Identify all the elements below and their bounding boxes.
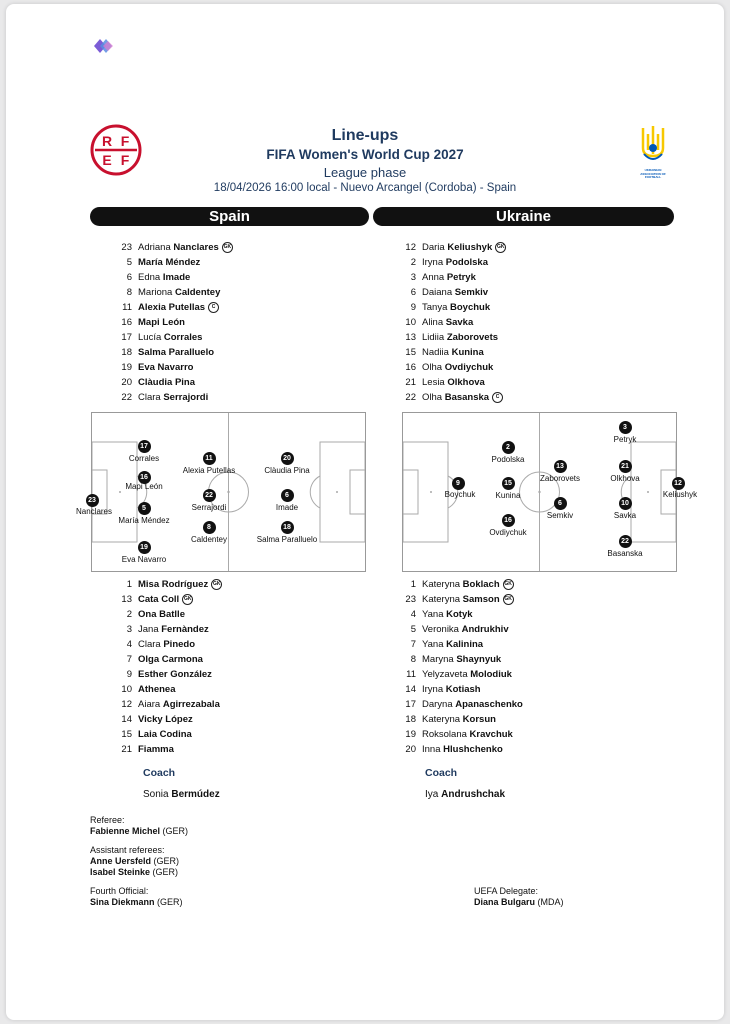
player-first-name: Iryna bbox=[422, 257, 444, 268]
captain-badge-icon: C bbox=[208, 302, 219, 313]
player-last-name: Andrukhiv bbox=[461, 624, 509, 635]
away-coach-label: Coach bbox=[425, 767, 458, 779]
assistant-referee-name: Isabel Steinke bbox=[90, 867, 151, 877]
player-last-name: Kotiash bbox=[445, 684, 481, 695]
player-number: 13 bbox=[405, 332, 416, 343]
captain-badge-icon: C bbox=[492, 392, 503, 403]
player-last-name: Samson bbox=[462, 594, 500, 605]
player-first-name: Nadiia bbox=[422, 347, 449, 358]
player-last-name: Kotyk bbox=[446, 609, 473, 620]
player-row bbox=[394, 240, 644, 255]
player-row bbox=[110, 592, 360, 607]
player-first-name: Maryna bbox=[422, 654, 454, 665]
player-first-name: Roksolana bbox=[422, 729, 467, 740]
player-marker: 10 bbox=[619, 497, 632, 510]
fourth-official-block bbox=[90, 886, 183, 908]
player-first-name: Anna bbox=[422, 272, 445, 283]
player-marker-label: Eva Navarro bbox=[121, 555, 167, 564]
player-last-name: Esther González bbox=[138, 669, 212, 680]
player-number: 19 bbox=[405, 729, 416, 740]
player-number: 8 bbox=[410, 654, 416, 665]
player-last-name: Nanclares bbox=[173, 242, 219, 253]
away-coach-last: Andrushchak bbox=[441, 789, 506, 800]
player-number: 10 bbox=[405, 317, 416, 328]
goalkeeper-badge-icon: GK bbox=[211, 579, 222, 590]
player-row bbox=[394, 727, 644, 742]
player-marker-label: Savka bbox=[613, 511, 637, 520]
player-row bbox=[110, 255, 360, 270]
player-row bbox=[394, 667, 644, 682]
player-first-name: Veronika bbox=[422, 624, 459, 635]
player-first-name: Lidiia bbox=[422, 332, 445, 343]
player-number: 8 bbox=[126, 287, 132, 298]
home-coach-label: Coach bbox=[143, 767, 176, 779]
player-marker: 12 bbox=[672, 477, 685, 490]
player-row bbox=[394, 270, 644, 285]
player-number: 9 bbox=[126, 669, 132, 680]
assistant-referee-country: (GER) bbox=[152, 867, 179, 877]
player-last-name: Fernàndez bbox=[161, 624, 209, 635]
player-row bbox=[394, 390, 644, 405]
player-first-name: Clara bbox=[138, 392, 161, 403]
player-row bbox=[394, 592, 644, 607]
player-first-name: Lesia bbox=[422, 377, 445, 388]
player-row bbox=[110, 712, 360, 727]
player-last-name: Keliushyk bbox=[447, 242, 493, 253]
player-marker: 11 bbox=[203, 452, 216, 465]
player-marker: 22 bbox=[203, 489, 216, 502]
assistant-referee-2 bbox=[90, 867, 179, 878]
player-number: 21 bbox=[405, 377, 416, 388]
player-first-name: Yelyzaveta bbox=[422, 669, 468, 680]
fourth-official-name: Sina Diekmann bbox=[90, 897, 155, 907]
assistant-referees-label: Assistant referees: bbox=[90, 845, 165, 855]
away-starters-list bbox=[394, 240, 644, 405]
player-row bbox=[394, 637, 644, 652]
player-row bbox=[394, 300, 644, 315]
player-row bbox=[110, 360, 360, 375]
player-marker-label: Olkhova bbox=[610, 474, 640, 483]
player-marker-label: Ovdiychuk bbox=[489, 528, 527, 537]
player-number: 17 bbox=[405, 699, 416, 710]
player-last-name: Athenea bbox=[138, 684, 176, 695]
player-last-name: Cata Coll bbox=[138, 594, 180, 605]
player-row bbox=[110, 577, 360, 592]
home-coach-last: Bermúdez bbox=[171, 789, 220, 800]
player-row bbox=[394, 360, 644, 375]
player-row bbox=[394, 330, 644, 345]
player-marker: 18 bbox=[281, 521, 294, 534]
player-first-name: Edna bbox=[138, 272, 161, 283]
player-marker: 19 bbox=[138, 541, 151, 554]
player-number: 6 bbox=[410, 287, 416, 298]
player-number: 23 bbox=[121, 242, 132, 253]
player-last-name: María Méndez bbox=[138, 257, 201, 268]
player-number: 22 bbox=[121, 392, 132, 403]
match-info: 18/04/2026 16:00 local - Nuevo Arcangel (Cordoba) - Spain bbox=[213, 182, 517, 194]
player-last-name: Olga Carmona bbox=[138, 654, 203, 665]
player-last-name: Ovdiychuk bbox=[444, 362, 494, 373]
uefa-delegate-block bbox=[474, 886, 564, 908]
goalkeeper-badge-icon: GK bbox=[495, 242, 506, 253]
player-marker: 13 bbox=[554, 460, 567, 473]
player-row bbox=[394, 652, 644, 667]
player-row bbox=[110, 240, 360, 255]
player-marker-label: Semkiv bbox=[546, 511, 574, 520]
player-last-name: Kalinina bbox=[446, 639, 484, 650]
player-last-name: Ona Batlle bbox=[138, 609, 185, 620]
player-first-name: Mariona bbox=[138, 287, 173, 298]
player-number: 18 bbox=[121, 347, 132, 358]
player-last-name: Kravchuk bbox=[469, 729, 513, 740]
player-marker-label: Serrajordi bbox=[191, 503, 227, 512]
player-first-name: Inna bbox=[422, 744, 441, 755]
player-row bbox=[394, 622, 644, 637]
away-coach-first: Iya bbox=[425, 789, 439, 800]
rfef-letter: E bbox=[102, 152, 112, 168]
player-number: 17 bbox=[121, 332, 132, 343]
player-row bbox=[394, 742, 644, 757]
player-last-name: Korsun bbox=[462, 714, 496, 725]
assistant-referee-country: (GER) bbox=[153, 856, 180, 866]
player-row bbox=[110, 375, 360, 390]
player-number: 9 bbox=[410, 302, 416, 313]
assistant-referee-1 bbox=[90, 856, 179, 867]
player-row bbox=[394, 712, 644, 727]
player-marker-label: Zaborovets bbox=[539, 474, 581, 483]
player-marker-label: Mapi León bbox=[125, 482, 163, 491]
referee-country: (GER) bbox=[162, 826, 189, 836]
rfef-letter: R bbox=[101, 133, 113, 149]
player-marker-label: Imade bbox=[275, 503, 299, 512]
player-marker-label: Salma Paralluelo bbox=[256, 535, 318, 544]
assistant-referees-block bbox=[90, 845, 179, 878]
player-first-name: Adriana bbox=[138, 242, 171, 253]
player-row bbox=[110, 652, 360, 667]
uefa-delegate-label: UEFA Delegate: bbox=[474, 886, 539, 896]
player-first-name: Tanya bbox=[422, 302, 448, 313]
player-last-name: Corrales bbox=[163, 332, 203, 343]
player-last-name: Mapi León bbox=[138, 317, 185, 328]
away-pitch bbox=[402, 412, 698, 572]
player-row bbox=[394, 697, 644, 712]
rfef-letter: F bbox=[120, 152, 130, 168]
player-last-name: Savka bbox=[445, 317, 474, 328]
player-number: 20 bbox=[121, 377, 132, 388]
goalkeeper-badge-icon: GK bbox=[503, 579, 514, 590]
player-row bbox=[394, 682, 644, 697]
player-number: 1 bbox=[126, 579, 132, 590]
player-row bbox=[110, 390, 360, 405]
player-marker: 23 bbox=[86, 494, 99, 507]
player-first-name: Aiara bbox=[138, 699, 161, 710]
player-first-name: Iryna bbox=[422, 684, 444, 695]
page-title: Line-ups bbox=[331, 127, 399, 144]
player-number: 15 bbox=[121, 729, 132, 740]
player-number: 4 bbox=[126, 639, 132, 650]
home-coach bbox=[143, 789, 220, 800]
away-coach bbox=[425, 789, 505, 800]
player-row bbox=[394, 285, 644, 300]
player-number: 11 bbox=[406, 669, 416, 680]
player-number: 23 bbox=[405, 594, 416, 605]
player-number: 3 bbox=[410, 272, 416, 283]
player-number: 3 bbox=[126, 624, 132, 635]
player-marker: 21 bbox=[619, 460, 632, 473]
app-logo-icon bbox=[92, 37, 116, 55]
away-subs-list bbox=[394, 577, 644, 757]
player-row bbox=[110, 697, 360, 712]
player-marker-label: Caldentey bbox=[190, 535, 228, 544]
player-number: 6 bbox=[126, 272, 132, 283]
player-first-name: Daryna bbox=[422, 699, 453, 710]
referee-block bbox=[90, 815, 188, 837]
player-first-name: Kateryna bbox=[422, 594, 461, 605]
player-last-name: Laia Codina bbox=[138, 729, 192, 740]
player-number: 4 bbox=[410, 609, 416, 620]
player-last-name: Molodiuk bbox=[470, 669, 512, 680]
assistant-referee-name: Anne Uersfeld bbox=[90, 856, 152, 866]
referee-label: Referee: bbox=[90, 815, 125, 825]
player-row bbox=[110, 667, 360, 682]
player-row bbox=[110, 682, 360, 697]
player-marker: 2 bbox=[502, 441, 515, 454]
player-last-name: Basanska bbox=[444, 392, 490, 403]
player-marker: 5 bbox=[138, 502, 151, 515]
player-marker: 6 bbox=[554, 497, 567, 510]
player-marker-label: Basanska bbox=[607, 549, 643, 558]
player-last-name: Kunina bbox=[451, 347, 484, 358]
player-first-name: Kateryna bbox=[422, 579, 461, 590]
player-marker: 16 bbox=[502, 514, 515, 527]
player-row bbox=[110, 315, 360, 330]
player-marker: 16 bbox=[138, 471, 151, 484]
player-row bbox=[394, 607, 644, 622]
player-number: 5 bbox=[126, 257, 132, 268]
player-last-name: Alexia Putellas bbox=[138, 302, 206, 313]
player-last-name: Misa Rodríguez bbox=[138, 579, 209, 590]
player-row bbox=[394, 345, 644, 360]
player-last-name: Podolska bbox=[445, 257, 489, 268]
player-marker: 22 bbox=[619, 535, 632, 548]
player-first-name: Kateryna bbox=[422, 714, 461, 725]
player-first-name: Jana bbox=[138, 624, 159, 635]
player-row bbox=[110, 607, 360, 622]
player-number: 11 bbox=[122, 302, 132, 313]
goalkeeper-badge-icon: GK bbox=[182, 594, 193, 605]
player-number: 16 bbox=[405, 362, 416, 373]
player-number: 2 bbox=[126, 609, 132, 620]
player-first-name: Yana bbox=[422, 639, 444, 650]
player-number: 5 bbox=[410, 624, 416, 635]
player-number: 18 bbox=[405, 714, 416, 725]
fourth-official bbox=[90, 897, 183, 908]
rfef-letter: F bbox=[120, 133, 130, 149]
player-marker-label: María Méndez bbox=[118, 516, 170, 525]
player-number: 7 bbox=[126, 654, 132, 665]
player-marker: 8 bbox=[203, 521, 216, 534]
player-row bbox=[394, 315, 644, 330]
player-row bbox=[110, 330, 360, 345]
player-number: 14 bbox=[405, 684, 416, 695]
uefa-delegate-country: (MDA) bbox=[537, 897, 564, 907]
player-marker-label: Clàudia Pina bbox=[264, 466, 310, 475]
player-number: 21 bbox=[121, 744, 132, 755]
player-row bbox=[110, 285, 360, 300]
player-last-name: Serrajordi bbox=[163, 392, 209, 403]
competition-name: FIFA Women's World Cup 2027 bbox=[266, 147, 464, 162]
player-last-name: Petryk bbox=[446, 272, 476, 283]
player-first-name: Clara bbox=[138, 639, 161, 650]
fourth-official-country: (GER) bbox=[157, 897, 183, 907]
pitch-markings bbox=[92, 413, 365, 571]
home-subs-list bbox=[110, 577, 360, 757]
player-first-name: Olha bbox=[422, 392, 443, 403]
player-row bbox=[110, 270, 360, 285]
player-first-name: Alina bbox=[422, 317, 444, 328]
player-row bbox=[110, 637, 360, 652]
player-row bbox=[110, 742, 360, 757]
player-marker-label: Nanclares bbox=[75, 507, 113, 516]
player-first-name: Yana bbox=[422, 609, 444, 620]
player-last-name: Semkiv bbox=[454, 287, 489, 298]
goalkeeper-badge-icon: GK bbox=[222, 242, 233, 253]
player-last-name: Olkhova bbox=[447, 377, 485, 388]
player-last-name: Clàudia Pina bbox=[138, 377, 196, 388]
player-marker-label: Keliushyk bbox=[662, 490, 698, 499]
fourth-official-label: Fourth Official: bbox=[90, 886, 149, 896]
player-marker: 6 bbox=[281, 489, 294, 502]
player-last-name: Caldentey bbox=[174, 287, 221, 298]
player-number: 15 bbox=[405, 347, 416, 358]
player-marker: 9 bbox=[452, 477, 465, 490]
player-last-name: Pinedo bbox=[163, 639, 196, 650]
player-marker: 20 bbox=[281, 452, 294, 465]
player-first-name: Lucía bbox=[138, 332, 162, 343]
player-row bbox=[110, 622, 360, 637]
player-marker-label: Corrales bbox=[128, 454, 160, 463]
player-marker-label: Petryk bbox=[613, 435, 637, 444]
player-marker-label: Boychuk bbox=[444, 490, 476, 499]
home-coach-first: Sonia bbox=[143, 789, 169, 800]
player-number: 10 bbox=[121, 684, 132, 695]
player-number: 12 bbox=[121, 699, 132, 710]
player-number: 20 bbox=[405, 744, 416, 755]
player-row bbox=[394, 375, 644, 390]
phase-name: League phase bbox=[323, 165, 407, 180]
player-row bbox=[110, 727, 360, 742]
player-last-name: Boklach bbox=[462, 579, 500, 590]
player-marker: 17 bbox=[138, 440, 151, 453]
uefa-delegate-name: Diana Bulgaru bbox=[474, 897, 536, 907]
player-last-name: Imade bbox=[162, 272, 191, 283]
referee bbox=[90, 826, 188, 837]
player-row bbox=[110, 300, 360, 315]
player-last-name: Agirrezabala bbox=[162, 699, 220, 710]
goalkeeper-badge-icon: GK bbox=[503, 594, 514, 605]
home-pitch bbox=[75, 412, 366, 572]
player-first-name: Daria bbox=[422, 242, 445, 253]
referee-name: Fabienne Michel bbox=[90, 826, 161, 836]
player-number: 12 bbox=[405, 242, 416, 253]
player-row bbox=[394, 255, 644, 270]
player-number: 2 bbox=[410, 257, 416, 268]
player-marker-label: Podolska bbox=[491, 455, 525, 464]
uefa-delegate bbox=[474, 897, 564, 908]
player-last-name: Vicky López bbox=[138, 714, 193, 725]
player-number: 1 bbox=[410, 579, 416, 590]
home-starters-list bbox=[110, 240, 360, 405]
player-last-name: Salma Paralluelo bbox=[138, 347, 215, 358]
player-row bbox=[394, 577, 644, 592]
player-number: 7 bbox=[410, 639, 416, 650]
player-last-name: Apanaschenko bbox=[455, 699, 523, 710]
player-last-name: Hlushchenko bbox=[443, 744, 503, 755]
player-last-name: Eva Navarro bbox=[138, 362, 194, 373]
away-team-bar: Ukraine bbox=[373, 207, 674, 226]
home-team-bar: Spain bbox=[90, 207, 369, 226]
player-marker-label: Alexia Putellas bbox=[182, 466, 236, 475]
player-marker: 15 bbox=[502, 477, 515, 490]
player-number: 13 bbox=[121, 594, 132, 605]
player-first-name: Olha bbox=[422, 362, 443, 373]
uaf-logo-text: UKRAINIAN ASSOCIATION OF FOOTBALL bbox=[640, 168, 666, 179]
player-number: 16 bbox=[121, 317, 132, 328]
player-number: 19 bbox=[121, 362, 132, 373]
player-row bbox=[110, 345, 360, 360]
player-last-name: Fiamma bbox=[138, 744, 174, 755]
player-number: 22 bbox=[405, 392, 416, 403]
player-last-name: Shaynyuk bbox=[456, 654, 502, 665]
player-last-name: Boychuk bbox=[450, 302, 491, 313]
player-number: 14 bbox=[121, 714, 132, 725]
player-first-name: Daiana bbox=[422, 287, 453, 298]
player-marker-label: Kunina bbox=[495, 491, 521, 500]
player-marker: 3 bbox=[619, 421, 632, 434]
player-last-name: Zaborovets bbox=[446, 332, 499, 343]
